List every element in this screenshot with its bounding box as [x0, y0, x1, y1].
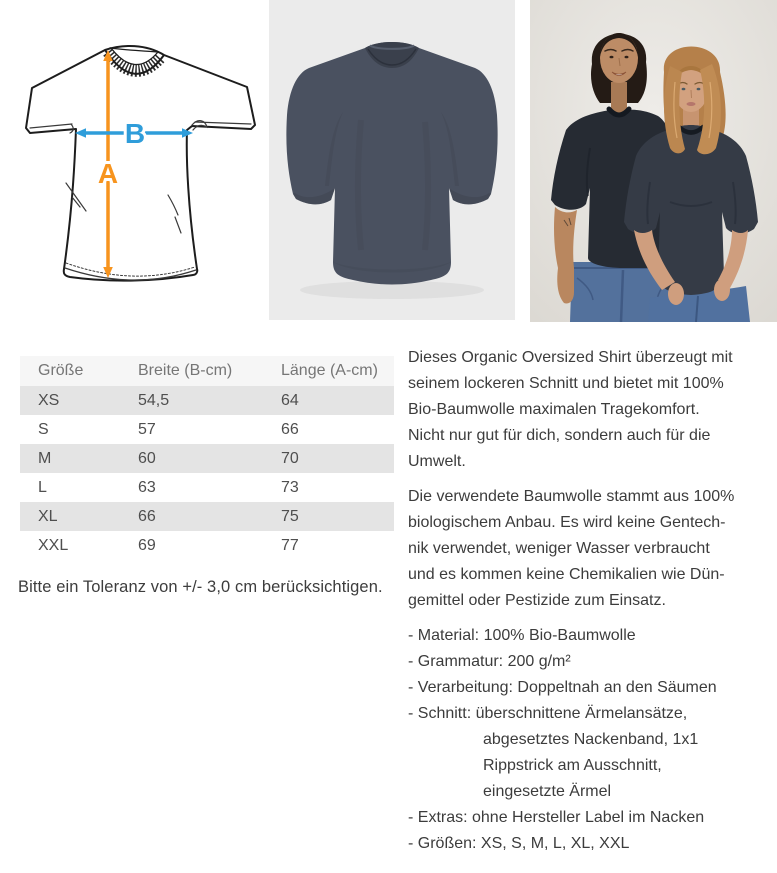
description-line: gemittel oder Pestizide zum Einsatz.: [408, 592, 666, 609]
cell-breite: 66: [138, 507, 156, 525]
description-line: seinem lockeren Schnitt und bietet mit 100%: [408, 375, 724, 392]
size-table-row: [20, 386, 394, 415]
cell-size: L: [38, 478, 47, 496]
spec-line: - Verarbeitung: Doppeltnah an den Säumen: [408, 679, 717, 696]
spec-line: eingesetzte Ärmel: [483, 783, 612, 800]
spec-line: - Extras: ohne Hersteller Label im Nacken: [408, 809, 705, 826]
size-table-row: [20, 415, 394, 444]
product-shirt: [286, 42, 497, 285]
cell-size: XL: [38, 507, 58, 525]
cell-laenge: 64: [281, 391, 299, 409]
spec-line: - Schnitt: überschnittene Ärmelansätze,: [408, 705, 688, 722]
cell-size: S: [38, 420, 49, 438]
models-illustration: [530, 0, 777, 322]
description-line: Umwelt.: [408, 453, 466, 470]
description-line: nik verwendet, weniger Wasser verbraucht: [408, 540, 710, 557]
cell-breite: 60: [138, 449, 156, 467]
description-line: Die verwendete Baumwolle stammt aus 100%: [408, 488, 735, 505]
woman-right-hand: [714, 279, 730, 301]
cell-laenge: 70: [281, 449, 299, 467]
tolerance-note: Bitte ein Toleranz von +/- 3,0 cm berücksichtigen.: [18, 578, 383, 596]
models-photo: [530, 0, 777, 322]
measurement-diagram: [18, 33, 258, 295]
measure-label-a: A: [97, 158, 119, 189]
product-description: [408, 345, 777, 866]
product-photo: [269, 0, 515, 320]
size-table-row: [20, 473, 394, 502]
spec-line: Rippstrick am Ausschnitt,: [483, 757, 662, 774]
measurement-diagram-svg: [18, 33, 258, 295]
spec-line: - Größen: XS, S, M, L, XL, XXL: [408, 835, 630, 852]
spec-line: abgesetztes Nackenband, 1x1: [483, 731, 699, 748]
cell-breite: 54,5: [138, 391, 170, 409]
woman-left-hand: [668, 283, 684, 305]
spec-line: - Grammatur: 200 g/m²: [408, 653, 571, 670]
cell-breite: 57: [138, 420, 156, 438]
diagram-shirt-outline: [26, 46, 255, 281]
cell-breite: 69: [138, 536, 156, 554]
cell-laenge: 66: [281, 420, 299, 438]
cell-size: M: [38, 449, 52, 467]
size-table-row: [20, 502, 394, 531]
description-line: biologischem Anbau. Es wird keine Gentech-: [408, 514, 726, 531]
description-paragraph-2: [408, 484, 777, 614]
cell-laenge: 73: [281, 478, 299, 496]
description-line: Nicht nur gut für dich, sondern auch für die: [408, 427, 711, 444]
cell-laenge: 77: [281, 536, 299, 554]
header-breite: Breite (B-cm): [138, 362, 233, 379]
product-shirt-illustration: [269, 0, 515, 320]
cell-breite: 63: [138, 478, 156, 496]
header-laenge: Länge (A-cm): [281, 362, 378, 379]
description-line: Dieses Organic Oversized Shirt überzeugt mit: [408, 349, 733, 366]
size-table-header: [20, 356, 394, 386]
size-table: [20, 356, 394, 560]
size-table-row: [20, 444, 394, 473]
man-neck: [611, 82, 627, 114]
cell-size: XS: [38, 391, 60, 409]
header-groesse: Größe: [38, 362, 84, 379]
cell-size: XXL: [38, 536, 69, 554]
description-paragraph-1: [408, 345, 777, 475]
description-line: und es kommen keine Chemikalien wie Dün-: [408, 566, 725, 583]
measure-label-b: B: [124, 118, 146, 149]
cell-laenge: 75: [281, 507, 299, 525]
size-table-row: [20, 531, 394, 560]
size-table-body: [20, 386, 394, 560]
spec-line: - Material: 100% Bio-Baumwolle: [408, 627, 636, 644]
description-line: Bio-Baumwolle maximalen Tragekomfort.: [408, 401, 700, 418]
spec-list: [408, 623, 777, 857]
